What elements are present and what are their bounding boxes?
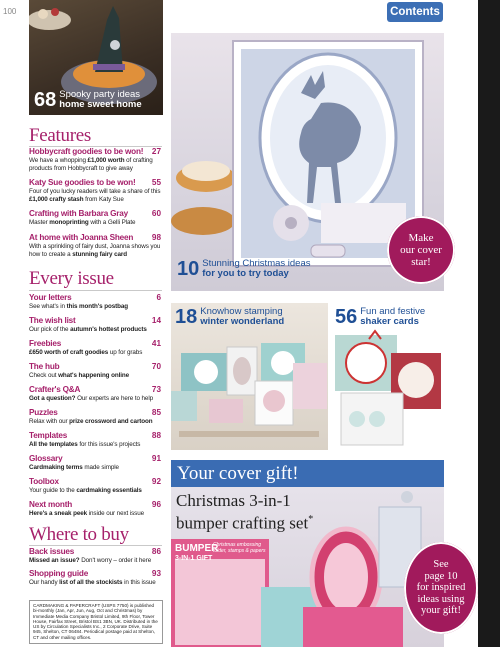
gift-title-mark: * bbox=[308, 514, 314, 525]
halloween-photo bbox=[29, 0, 163, 115]
buy-desc: Missed an issue? Don't worry – order it here bbox=[29, 557, 152, 564]
feature-desc: Master monoprinting with a Gelli Plate bbox=[29, 219, 136, 226]
divider bbox=[29, 290, 162, 291]
feature-page: 55 bbox=[151, 178, 161, 187]
issue-page: 96 bbox=[151, 500, 161, 509]
issue-title: Puzzles bbox=[29, 408, 58, 417]
cover-feature-line2: for you to try today bbox=[202, 268, 289, 279]
issue-desc: Cardmaking terms made simple bbox=[29, 464, 119, 471]
shaker-line2: shaker cards bbox=[360, 316, 419, 327]
issue-title: The hub bbox=[29, 362, 60, 371]
list-item[interactable] bbox=[29, 147, 161, 173]
issue-page: 14 bbox=[151, 316, 161, 325]
imprint-box: CARDMAKING & PAPERCRAFT (USPS 7750) is published bi-monthly (Jan, Apr, Jun, Aug, Oct and Christmas) by Immediate Media Company Bristol Limited, 9th Floor, Tower House, Fairfax Street, Bristol BS1 3BN, UK. Distributed in the US by Circulation Specialists Inc., 2 Corporate Drive, Suite 945, Shelton, CT 06484. Periodical postage paid at Shelton, CT and other mailing offices. bbox=[29, 600, 163, 644]
issue-desc: Here's a sneak peek inside our next issue bbox=[29, 510, 145, 517]
feature-page: 27 bbox=[151, 147, 161, 156]
list-item[interactable] bbox=[29, 477, 161, 495]
make-cover-star-badge: Make our cover star! bbox=[387, 216, 455, 284]
issue-desc: Our pick of the autumn's hottest products bbox=[29, 326, 147, 333]
feature-desc: We have a whopping £1,000 worth of crafting products from Hobbycraft to give away bbox=[29, 157, 153, 172]
list-item[interactable] bbox=[29, 178, 161, 204]
every-issue-heading: Every issue bbox=[29, 268, 114, 289]
list-item[interactable] bbox=[29, 500, 161, 518]
feature-desc: Four of you lucky readers will take a share of this £1,000 crafty stash from Katy Sue bbox=[29, 188, 161, 203]
gift-pack-inner: 3-IN-1 GIFT bbox=[175, 555, 213, 562]
list-item[interactable] bbox=[29, 431, 161, 449]
where-to-buy-heading: Where to buy bbox=[29, 524, 129, 545]
gift-title-line1: Christmas 3-in-1 bbox=[176, 491, 291, 510]
buy-page: 86 bbox=[151, 547, 161, 556]
gift-title-line2: bumper crafting set bbox=[176, 513, 309, 533]
issue-desc: Your guide to the cardmaking essentials bbox=[29, 487, 142, 494]
gift-pack-label: BUMPER bbox=[175, 543, 219, 554]
stamping-line2: winter wonderland bbox=[200, 316, 285, 327]
buy-page: 93 bbox=[151, 569, 161, 578]
list-item[interactable] bbox=[29, 316, 161, 334]
cover-feature-number: 10 bbox=[177, 258, 200, 280]
issue-title: Freebies bbox=[29, 339, 62, 348]
list-item[interactable] bbox=[29, 362, 161, 380]
shaker-cards-photo bbox=[333, 303, 444, 450]
shaker-line1: Fun and festive bbox=[360, 306, 426, 317]
list-item[interactable] bbox=[29, 547, 161, 565]
issue-title: Glossary bbox=[29, 454, 63, 463]
stamping-line1: Knowhow stamping bbox=[200, 306, 283, 317]
list-item[interactable] bbox=[29, 385, 161, 403]
list-item[interactable] bbox=[29, 293, 161, 311]
buy-desc: Our handy list of all the stockists in this issue bbox=[29, 579, 156, 586]
cover-gift-bar: Your cover gift! bbox=[171, 460, 444, 487]
list-item[interactable] bbox=[29, 339, 161, 357]
issue-title: The wish list bbox=[29, 316, 76, 325]
cover-feature-line1: Stunning Christmas ideas bbox=[202, 258, 311, 269]
issue-desc: All the templates for this issue's projects bbox=[29, 441, 141, 448]
see-page-10-badge: See page 10 for inspired ideas using your gift! bbox=[404, 542, 478, 634]
issue-desc: See what's in this month's postbag bbox=[29, 303, 129, 310]
issue-desc: Check out what's happening online bbox=[29, 372, 130, 379]
list-item[interactable] bbox=[29, 408, 161, 426]
issue-page: 70 bbox=[151, 362, 161, 371]
features-heading: Features bbox=[29, 125, 91, 146]
issue-title: Toolbox bbox=[29, 477, 59, 486]
buy-title: Shopping guide bbox=[29, 569, 89, 578]
feature-page: 98 bbox=[151, 233, 161, 242]
feature-page: 60 bbox=[151, 209, 161, 218]
issue-page: 85 bbox=[151, 408, 161, 417]
feature-title: Katy Sue goodies to be won! bbox=[29, 178, 136, 187]
issue-title: Next month bbox=[29, 500, 73, 509]
hero-top-line1: Spooky party ideas bbox=[59, 89, 141, 100]
divider bbox=[29, 545, 162, 546]
shaker-number: 56 bbox=[335, 306, 358, 328]
contents-tab[interactable]: Contents bbox=[387, 2, 443, 22]
issue-desc: £650 worth of craft goodies up for grabs bbox=[29, 349, 143, 356]
issue-desc: Got a question? Our experts are here to help bbox=[29, 395, 154, 402]
issue-title: Crafter's Q&A bbox=[29, 385, 81, 394]
issue-page: 73 bbox=[151, 385, 161, 394]
cover-gift-photo bbox=[171, 487, 444, 647]
issue-page: 6 bbox=[156, 293, 161, 302]
hero-top-line2: home sweet home bbox=[59, 99, 142, 110]
issue-page: 92 bbox=[151, 477, 161, 486]
issue-title: Templates bbox=[29, 431, 68, 440]
hero-top-number: 68 bbox=[34, 89, 57, 111]
issue-desc: Relax with our prize crossword and cartoon bbox=[29, 418, 153, 425]
issue-page: 88 bbox=[151, 431, 161, 440]
issue-title: Your letters bbox=[29, 293, 72, 302]
feature-title: At home with Joanna Sheen bbox=[29, 233, 134, 242]
feature-title: Hobbycraft goodies to be won! bbox=[29, 147, 144, 156]
list-item[interactable] bbox=[29, 233, 161, 259]
list-item[interactable] bbox=[29, 454, 161, 472]
feature-desc: With a sprinkling of fairy dust, Joanna shows you how to create a stunning fairy card bbox=[29, 243, 161, 258]
gift-pack-sub: Christmas embossing folder, stamps & papers bbox=[213, 542, 266, 554]
stamping-photo bbox=[171, 303, 328, 450]
page-number: 100 bbox=[3, 7, 17, 16]
feature-title: Crafting with Barbara Gray bbox=[29, 209, 128, 218]
list-item[interactable] bbox=[29, 569, 161, 587]
stamping-number: 18 bbox=[175, 306, 198, 328]
list-item[interactable] bbox=[29, 209, 161, 227]
issue-page: 41 bbox=[151, 339, 161, 348]
issue-page: 91 bbox=[151, 454, 161, 463]
buy-title: Back issues bbox=[29, 547, 75, 556]
